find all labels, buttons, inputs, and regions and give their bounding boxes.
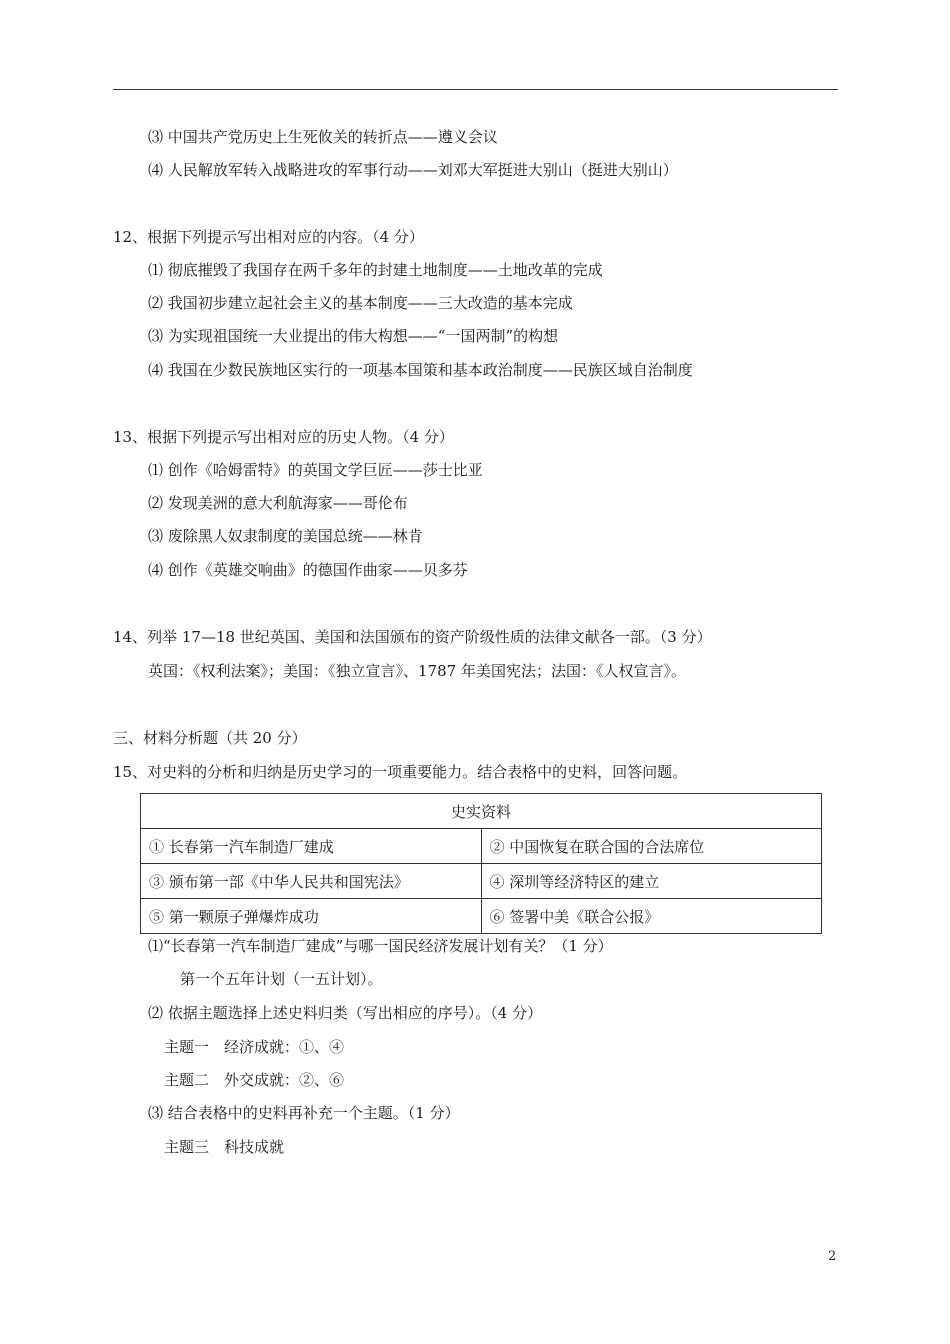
q12-item-1: ⑴ 彻底摧毁了我国存在两千多年的封建土地制度——土地改革的完成 — [148, 261, 603, 279]
q13-item-4: ⑷ 创作《英雄交响曲》的德国作曲家——贝多芬 — [148, 561, 468, 579]
q13-item-2: ⑵ 发现美洲的意大利航海家——哥伦布 — [148, 494, 408, 512]
table-cell: ⑤ 第一颗原子弹爆炸成功 — [141, 899, 482, 934]
q11-item-4: ⑷ 人民解放军转入战略进攻的军事行动——刘邓大军挺进大别山（挺进大别山） — [148, 161, 678, 179]
header-rule — [113, 89, 838, 90]
q15-sub2-answer-2: 主题二 外交成就：②、⑥ — [164, 1071, 345, 1089]
table-cell: ⑥ 签署中美《联合公报》 — [481, 899, 822, 934]
q15-sub2-answer-1: 主题一 经济成就：①、④ — [164, 1038, 345, 1056]
q15-sub3-answer: 主题三 科技成就 — [164, 1138, 285, 1156]
q12-item-2: ⑵ 我国初步建立起社会主义的基本制度——三大改造的基本完成 — [148, 294, 573, 312]
q15-title: 15、对史料的分析和归纳是历史学习的一项重要能力。结合表格中的史料，回答问题。 — [113, 763, 688, 781]
q13-item-1: ⑴ 创作《哈姆雷特》的英国文学巨匠——莎士比亚 — [148, 461, 483, 479]
table-row — [141, 829, 822, 864]
q14-title: 14、列举 17—18 世纪英国、美国和法国颁布的资产阶级性质的法律文献各一部。（3 分） — [113, 628, 712, 646]
q12-item-3: ⑶ 为实现祖国统一大业提出的伟大构想——“一国两制”的构想 — [148, 327, 559, 345]
table-cell: ① 长春第一汽车制造厂建成 — [141, 829, 482, 864]
source-table — [140, 793, 822, 934]
q15-sub1-answer: 第一个五年计划（一五计划）。 — [180, 970, 383, 988]
q15-sub2: ⑵ 依据主题选择上述史料归类（写出相应的序号）。（4 分） — [148, 1004, 543, 1022]
page-number: 2 — [828, 1249, 837, 1264]
q11-item-3: ⑶ 中国共产党历史上生死攸关的转折点——遵义会议 — [148, 128, 498, 146]
q13-item-3: ⑶ 废除黑人奴隶制度的美国总统——林肯 — [148, 527, 423, 545]
table-header-row — [141, 794, 822, 829]
table-row — [141, 899, 822, 934]
q15-sub1: ⑴“长春第一汽车制造厂建成”与哪一国民经济发展计划有关？（1 分） — [148, 937, 613, 955]
q13-title: 13、根据下列提示写出相对应的历史人物。（4 分） — [113, 428, 454, 446]
table-row — [141, 864, 822, 899]
table-cell: ③ 颁布第一部《中华人民共和国宪法》 — [141, 864, 482, 899]
q12-title: 12、根据下列提示写出相对应的内容。（4 分） — [113, 228, 424, 246]
q15-sub3: ⑶ 结合表格中的史料再补充一个主题。（1 分） — [148, 1104, 460, 1122]
section3-title: 三、材料分析题（共 20 分） — [113, 729, 307, 747]
q12-item-4: ⑷ 我国在少数民族地区实行的一项基本国策和基本政治制度——民族区域自治制度 — [148, 361, 693, 379]
table-cell: ④ 深圳等经济特区的建立 — [481, 864, 822, 899]
table-cell: ② 中国恢复在联合国的合法席位 — [481, 829, 822, 864]
q14-answer: 英国：《权利法案》；美国：《独立宣言》、1787 年美国宪法；法国：《人权宣言》。 — [148, 662, 686, 680]
table-header: 史实资料 — [141, 794, 822, 829]
